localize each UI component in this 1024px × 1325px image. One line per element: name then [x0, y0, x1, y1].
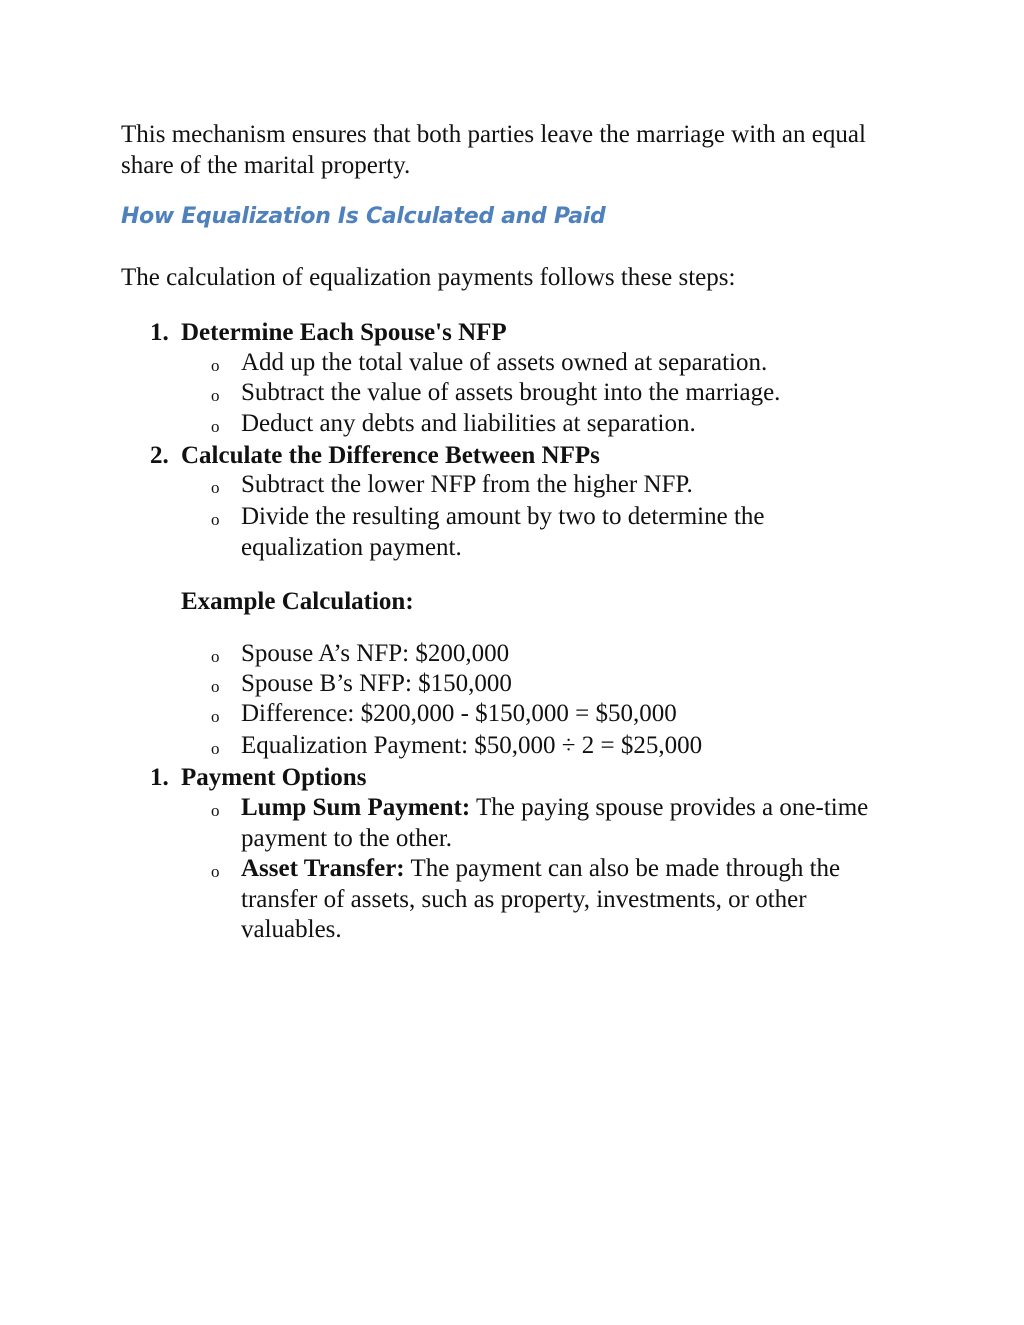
list-item: Spouse A’s NFP: $200,000: [241, 640, 510, 667]
option-text: The paying spouse provides a one-time payment to the other.: [241, 794, 869, 852]
bullet-marker: o: [211, 417, 220, 436]
bullet-marker: o: [211, 510, 220, 529]
bullet-marker: o: [211, 356, 220, 375]
bullet-marker: o: [211, 739, 220, 758]
step-number: 1.: [150, 319, 169, 346]
step-title: Payment Options: [181, 764, 367, 791]
list-item: [241, 854, 891, 946]
bullet-marker: o: [211, 862, 220, 881]
bullet-marker: o: [211, 677, 220, 696]
list-item: [241, 793, 871, 854]
list-item: Add up the total value of assets owned at separation.: [241, 349, 768, 376]
section-heading: How Equalization Is Calculated and Paid: [121, 204, 606, 229]
step-number: 2.: [150, 442, 169, 469]
option-text: The payment can also be made through the transfer of assets, such as property, investments, or other valuables.: [241, 855, 841, 943]
example-title: Example Calculation:: [181, 588, 414, 615]
step-title: Calculate the Difference Between NFPs: [181, 442, 600, 469]
step-title: Determine Each Spouse's NFP: [181, 319, 507, 346]
list-item: Divide the resulting amount by two to determine the equalization payment.: [241, 503, 765, 561]
list-item: Spouse B’s NFP: $150,000: [241, 670, 512, 697]
list-item: Equalization Payment: $50,000 ÷ 2 = $25,000: [241, 732, 703, 759]
list-item: Subtract the value of assets brought into the marriage.: [241, 379, 781, 406]
bullet-marker: o: [211, 801, 220, 820]
section-lead: The calculation of equalization payments follows these steps:: [121, 264, 736, 291]
bullet-marker: o: [211, 478, 220, 497]
bullet-marker: o: [211, 707, 220, 726]
step-number: 1.: [150, 764, 169, 791]
list-item: Difference: $200,000 - $150,000 = $50,000: [241, 700, 677, 727]
option-label: Lump Sum Payment:: [241, 794, 471, 821]
bullet-marker: o: [211, 386, 220, 405]
list-item: Deduct any debts and liabilities at separation.: [241, 410, 696, 437]
option-label: Asset Transfer:: [241, 855, 405, 882]
intro-paragraph: This mechanism ensures that both parties leave the marriage with an equal share of the marital property.: [121, 121, 866, 179]
list-item: Subtract the lower NFP from the higher NFP.: [241, 471, 693, 498]
bullet-marker: o: [211, 647, 220, 666]
